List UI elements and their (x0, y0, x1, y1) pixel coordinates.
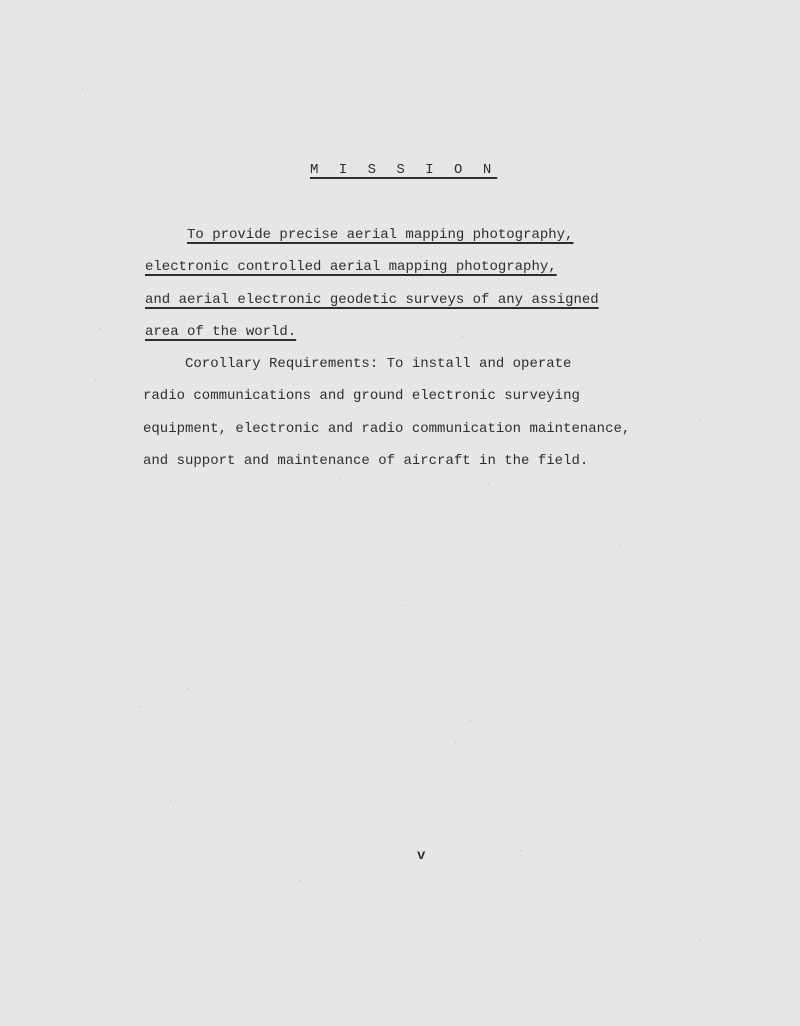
scan-speck (100, 328, 101, 329)
scan-speck (188, 688, 189, 689)
scan-speck (470, 720, 471, 721)
corollary-line-2: radio communications and ground electronic surveying (143, 388, 580, 404)
mission-line-1: To provide precise aerial mapping photography, (187, 227, 574, 243)
corollary-line-1: Corollary Requirements: To install and operate (185, 356, 572, 372)
mission-line-3: and aerial electronic geodetic surveys of any assigned (145, 292, 599, 308)
page-title: M I S S I O N (310, 162, 498, 178)
scan-speck (730, 62, 731, 63)
scan-speck (95, 380, 96, 381)
scan-speck (340, 478, 341, 479)
scan-speck (620, 545, 621, 546)
scan-speck (520, 850, 521, 851)
scan-speck (700, 940, 701, 941)
scan-speck (488, 484, 489, 485)
scan-speck (82, 88, 83, 89)
mission-line-2: electronic controlled aerial mapping photography, (145, 259, 557, 275)
scan-speck (210, 692, 211, 693)
scan-speck (700, 420, 701, 421)
scan-speck (140, 706, 141, 707)
scan-speck (405, 605, 406, 606)
mission-line-4: area of the world. (145, 324, 297, 340)
scan-speck (300, 880, 301, 881)
scan-speck (455, 742, 456, 743)
scan-speck (462, 336, 463, 337)
corollary-line-3: equipment, electronic and radio communication maintenance, (143, 421, 631, 437)
page-number: v (417, 848, 426, 864)
corollary-line-4: and support and maintenance of aircraft in the field. (143, 453, 589, 469)
scan-speck (66, 150, 67, 151)
scan-speck (170, 800, 171, 801)
